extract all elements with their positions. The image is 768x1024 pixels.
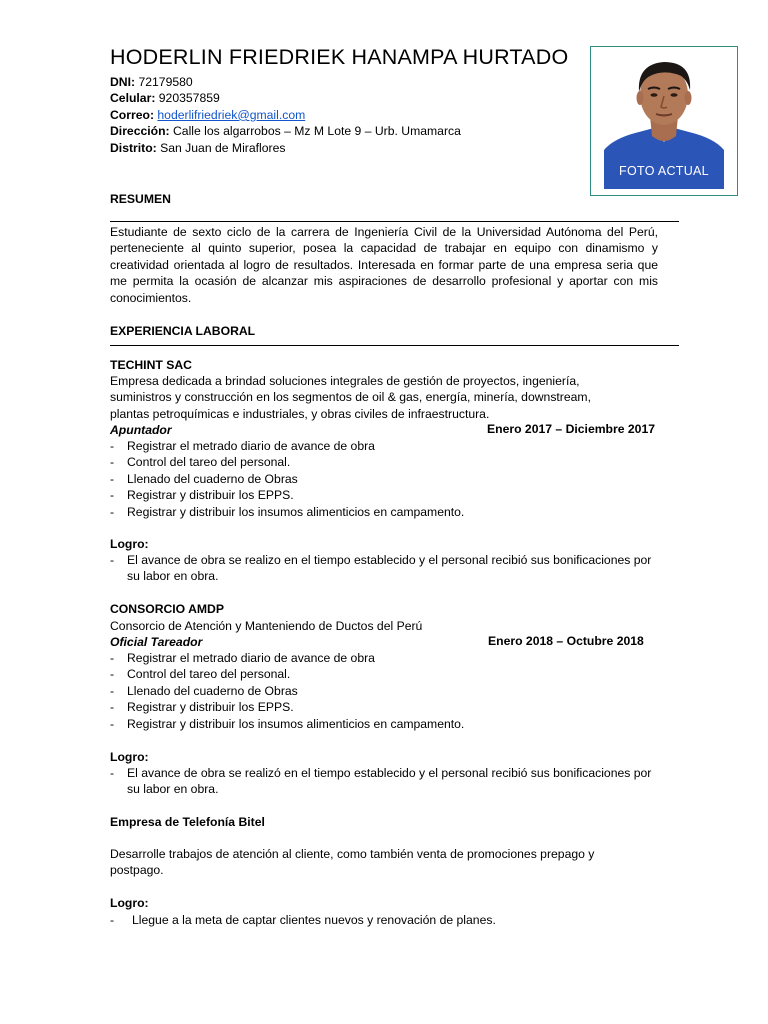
list-item: - Control del tareo del personal. bbox=[110, 454, 464, 470]
list-item: - Registrar y distribuir los insumos alimenticios en campamento. bbox=[110, 716, 464, 732]
direccion-row bbox=[110, 123, 461, 139]
email-link[interactable]: hoderlifriedriek@gmail.com bbox=[157, 107, 306, 122]
distrito-row bbox=[110, 140, 461, 156]
logro-label: Logro: bbox=[110, 750, 149, 764]
dni-label: DNI: bbox=[110, 75, 136, 89]
list-item: - Registrar el metrado diario de avance de obra bbox=[110, 650, 464, 666]
photo-caption: FOTO ACTUAL bbox=[619, 164, 709, 178]
list-item: - Registrar y distribuir los EPPS. bbox=[110, 699, 464, 715]
job-description: Desarrolle trabajos de atención al cliente, como también venta de promociones prepago y postpago. bbox=[110, 847, 595, 878]
logro-list bbox=[110, 912, 496, 928]
list-item: - El avance de obra se realizó en el tiempo establecido y el personal recibió sus bonificaciones por su labor en obra. bbox=[110, 765, 659, 798]
logro-list bbox=[110, 552, 659, 585]
job-description: Consorcio de Atención y Manteniendo de Ductos del Perú bbox=[110, 619, 423, 633]
resumen-heading: RESUMEN bbox=[110, 192, 171, 206]
celular-label: Celular: bbox=[110, 91, 156, 106]
profile-photo bbox=[604, 50, 724, 189]
dni-row bbox=[110, 74, 461, 90]
job-company: Empresa de Telefonía Bitel bbox=[110, 815, 265, 829]
logro-label: Logro: bbox=[110, 537, 149, 551]
job-description: Empresa dedicada a brindad soluciones integrales de gestión de proyectos, ingeniería, suministros y construcción en los segmentos de oil & gas, energía, minería, downstream, plantas petroquímicas e industriales, y obras civiles de infraestructura. bbox=[110, 374, 591, 421]
list-item: - Registrar y distribuir los insumos alimenticios en campamento. bbox=[110, 504, 464, 520]
job-task-list bbox=[110, 438, 464, 520]
job-role: Apuntador bbox=[110, 423, 172, 437]
job-task-list bbox=[110, 650, 464, 732]
list-item: - Llenado del cuaderno de Obras bbox=[110, 471, 464, 487]
distrito-value: San Juan de Miraflores bbox=[160, 140, 286, 155]
job-dates: Enero 2017 – Diciembre 2017 bbox=[487, 422, 656, 436]
list-item: - Llenado del cuaderno de Obras bbox=[110, 683, 464, 699]
job-dates: Enero 2018 – Octubre 2018 bbox=[488, 634, 644, 648]
celular-row bbox=[110, 90, 461, 106]
job-company: CONSORCIO AMDP bbox=[110, 602, 224, 616]
resumen-text: Estudiante de sexto ciclo de la carrera de Ingeniería Civil de la Universidad Autónoma del Perú, perteneciente al quinto superior, posea la capacidad de trabajar en equipo con dinamismo y creatividad orientada al logro de resultados. Interesada en formar parte de una empresa seria que me permita la ocasión de alcanzar mis aspiraciones de desarrollo profesional y aportar con mis conocimientos. bbox=[110, 225, 658, 305]
candidate-name: HODERLIN FRIEDRIEK HANAMPA HURTADO bbox=[110, 45, 569, 69]
experiencia-divider bbox=[110, 345, 679, 346]
logro-label: Logro: bbox=[110, 896, 149, 910]
experiencia-heading: EXPERIENCIA LABORAL bbox=[110, 324, 256, 338]
logro-list bbox=[110, 765, 659, 798]
list-item: - Llegue a la meta de captar clientes nuevos y renovación de planes. bbox=[110, 912, 496, 928]
direccion-label: Dirección: bbox=[110, 124, 170, 139]
list-item: - Registrar el metrado diario de avance de obra bbox=[110, 438, 464, 454]
list-item: - Registrar y distribuir los EPPS. bbox=[110, 487, 464, 503]
direccion-value: Calle los algarrobos – Mz M Lote 9 – Urb. Umamarca bbox=[173, 124, 461, 139]
job-role: Oficial Tareador bbox=[110, 635, 203, 649]
job-company: TECHINT SAC bbox=[110, 358, 192, 372]
dni-value: 72179580 bbox=[138, 75, 193, 89]
correo-row bbox=[110, 107, 461, 123]
correo-label: Correo: bbox=[110, 107, 155, 122]
contact-info bbox=[110, 74, 461, 156]
list-item: - El avance de obra se realizo en el tiempo establecido y el personal recibió sus bonificaciones por su labor en obra. bbox=[110, 552, 659, 585]
resumen-divider bbox=[110, 221, 679, 222]
distrito-label: Distrito: bbox=[110, 140, 157, 155]
list-item: - Control del tareo del personal. bbox=[110, 666, 464, 682]
celular-value: 920357859 bbox=[158, 91, 220, 106]
